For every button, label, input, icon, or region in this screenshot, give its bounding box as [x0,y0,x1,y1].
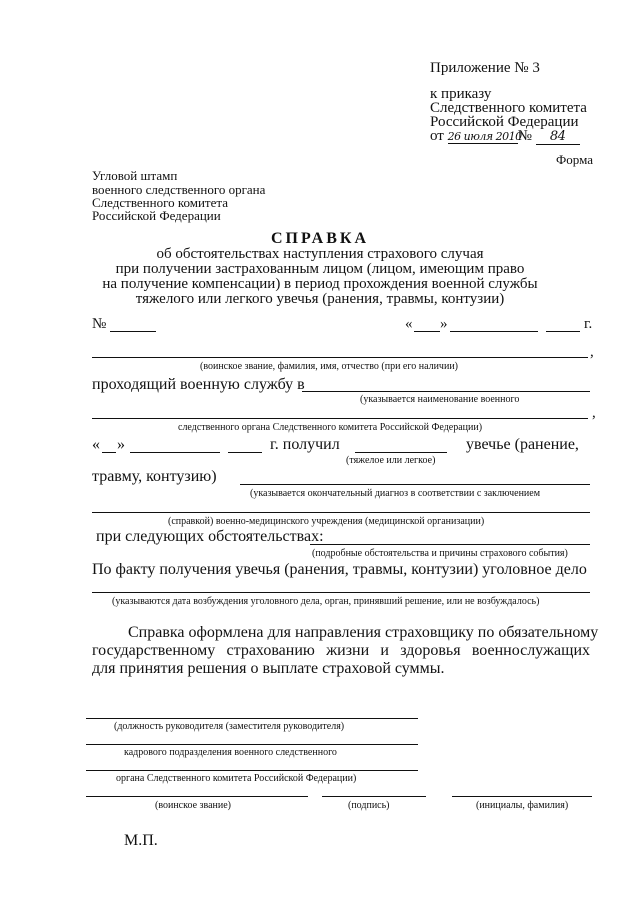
form-label: Форма [556,152,593,167]
diagnosis-field[interactable] [240,484,590,485]
from-prefix: от [430,128,444,144]
criminal-case-field[interactable] [92,592,590,593]
injury-quote-open: « [92,436,100,453]
injury-received-label: г. получил [270,436,340,453]
hint-org-2: следственного органа Следственного комитета Российской Федерации) [178,422,483,433]
date-year-suffix: г. [584,316,593,332]
hint-position: (должность руководителя (заместителя руководителя) [114,721,345,732]
hint-medical: (справкой) военно-медицинского учреждения (медицинской организации) [168,516,485,527]
injury-severity-field[interactable] [355,452,447,453]
body-line-3: для принятия решения о выплате страховой суммы. [92,660,445,677]
injury-year-field[interactable] [228,452,262,453]
signature-field[interactable] [322,796,426,797]
number-sign: № [517,128,532,144]
hint-sign: (подпись) [348,800,390,811]
diagnosis-field-2[interactable] [92,512,590,513]
circumstances-label: при следующих обстоятельствах: [96,528,324,545]
circumstances-field[interactable] [310,544,590,545]
issuer-federation: Российской Федерации [430,114,579,130]
date-quote-open: « [405,316,413,332]
name-comma: , [590,344,594,360]
position-field[interactable] [86,718,418,719]
trauma-label: травму, контузию) [92,468,217,485]
order-number-handwritten: 84 [536,129,580,145]
stamp-line-2: военного следственного органа [92,182,266,197]
stamp-line-4: Российской Федерации [92,208,221,223]
order-date-handwritten: 26 июля 2010 [447,130,522,143]
organ-field[interactable] [86,770,418,771]
hint-name: (воинское звание, фамилия, имя, отчество (при его наличии) [200,361,458,372]
title-sub-2: при получении застрахованным лицом (лицом, имеющим право [115,261,525,277]
org-comma: , [592,405,596,421]
hint-hr: кадрового подразделения военного следственного [124,747,337,758]
hint-org-1: (указывается наименование военного [360,394,520,405]
title-sub-3: на получение компенсации) в период прохождения военной службы [102,276,538,292]
initials-field[interactable] [452,796,592,797]
hint-severity: (тяжелое или легкое) [346,455,436,466]
hr-field[interactable] [86,744,418,745]
hint-circumstances: (подробные обстоятельства и причины страхового события) [312,548,568,559]
order-reference: к приказу [430,86,492,102]
date-day-field[interactable] [414,331,440,332]
injury-month-field[interactable] [130,452,220,453]
order-date-row [430,128,580,145]
hint-criminal: (указываются дата возбуждения уголовного дела, орган, принявший решение, или не возбуждалось) [112,596,540,607]
appendix-number: Приложение № 3 [430,60,540,76]
injury-quote-close: » [117,436,125,453]
stamp-line-1: Угловой штамп [92,168,178,183]
certificate-number-label: № [92,316,107,332]
hint-rank: (воинское звание) [155,800,231,811]
hint-diagnosis: (указывается окончательный диагноз в соответствии с заключением [250,488,541,499]
serving-org-field-2[interactable] [92,418,588,419]
name-field[interactable] [92,357,588,358]
body-line-1: Справка оформлена для направления страховщику по обязательному [128,624,599,641]
title-sub-1: об обстоятельствах наступления страхового случая [156,246,484,262]
injury-day-field[interactable] [102,452,116,453]
date-month-field[interactable] [450,331,538,332]
seal-label: М.П. [124,832,158,849]
date-quote-close: » [440,316,448,332]
certificate-number-field[interactable] [110,331,156,332]
criminal-case-label: По факту получения увечья (ранения, травмы, контузии) уголовное дело [92,561,587,578]
rank-field[interactable] [86,796,308,797]
hint-initials: (инициалы, фамилия) [476,800,569,811]
issuer-committee: Следственного комитета [430,100,587,116]
serving-label: проходящий военную службу в [92,376,305,393]
stamp-line-3: Следственного комитета [92,195,228,210]
document-title: СПРАВКА [270,230,370,247]
title-sub-4: тяжелого или легкого увечья (ранения, травмы, контузии) [135,291,505,307]
body-line-2: государственному страхованию жизни и здоровья военнослужащих [92,642,590,659]
serving-org-field[interactable] [302,391,590,392]
date-year-field[interactable] [546,331,580,332]
injury-label: увечье (ранение, [466,436,579,453]
hint-organ: органа Следственного комитета Российской Федерации) [116,773,357,784]
